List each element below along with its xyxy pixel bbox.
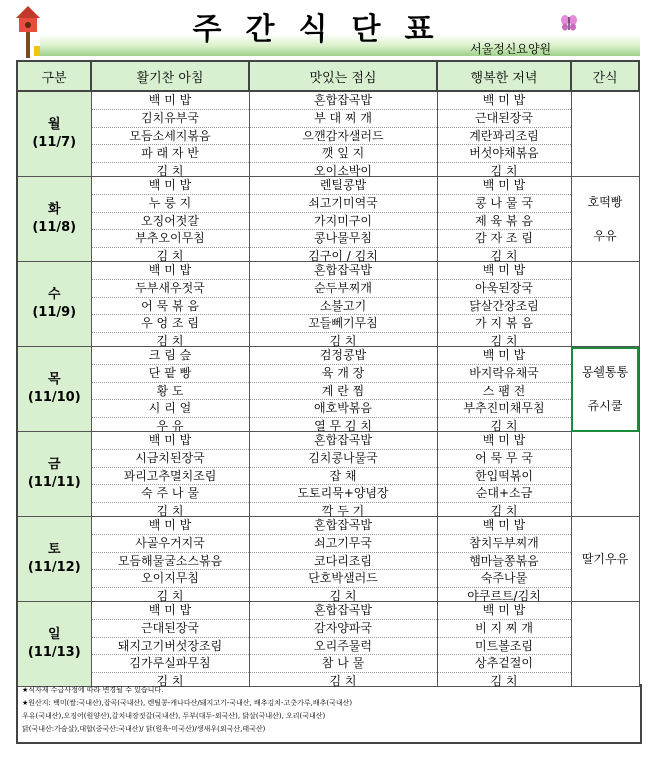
lunch-item: 꼬들뻬기무침 (250, 315, 437, 333)
snack-cell[interactable] (571, 262, 639, 347)
breakfast-item: 근대된장국 (92, 620, 249, 638)
breakfast-item: 꽈리고추멸치조림 (92, 468, 249, 486)
dinner-item: 한입떡볶이 (438, 468, 571, 486)
breakfast-item: 황 도 (92, 383, 249, 401)
dinner-item: 김 치 (490, 504, 518, 519)
dinner-item: 백 미 밥 (438, 177, 571, 195)
dinner-item: 백 미 밥 (438, 347, 571, 365)
day-date: (11/8) (32, 220, 77, 235)
breakfast-item: 부추오이무침 (92, 230, 249, 248)
lunch-item: 오이소박이 (314, 164, 372, 179)
breakfast-item: 김 치 (156, 334, 184, 349)
day-row (17, 517, 639, 602)
lunch-item: 콩나물무침 (250, 230, 437, 248)
day-date: (11/11) (27, 475, 81, 490)
dinner-item: 김 치 (490, 249, 518, 264)
butterfly-icon (560, 14, 578, 32)
day-date: (11/13) (27, 645, 81, 660)
day-date: (11/7) (32, 135, 77, 150)
dinner-item: 백 미 밥 (438, 432, 571, 450)
note-line: ★식자재 수급사정에 따라 변경될 수 있습니다. (22, 686, 164, 694)
lunch-item: 소불고기 (250, 298, 437, 316)
lunch-cell[interactable] (249, 91, 437, 177)
day-date: (11/12) (27, 560, 81, 575)
breakfast-item: 백 미 밥 (92, 262, 249, 280)
day-cell (17, 262, 91, 347)
breakfast-item: 오이지무침 (92, 570, 249, 588)
lunch-item: 렌틸콩밥 (250, 177, 437, 195)
lunch-item: 혼합잡곡밥 (250, 517, 437, 535)
lunch-cell[interactable] (249, 177, 437, 262)
dinner-item: 백 미 밥 (438, 262, 571, 280)
lunch-item: 순두부찌개 (250, 280, 437, 298)
day-cell (17, 517, 91, 602)
lunch-item: 코다리조림 (250, 553, 437, 571)
snack-cell[interactable] (571, 602, 639, 687)
lunch-cell[interactable] (249, 262, 437, 347)
dinner-item: 햄마늘쫑볶음 (438, 553, 571, 571)
lunch-item: 혼합잡곡밥 (250, 602, 437, 620)
lunch-item: 김치콩나물국 (250, 450, 437, 468)
day-date: (11/10) (27, 390, 81, 405)
breakfast-item: 파 래 자 반 (92, 145, 249, 163)
day-name: 금 (47, 457, 61, 472)
dinner-item: 순대+소금 (438, 485, 571, 503)
lunch-item: 으깬감자샐러드 (250, 128, 437, 146)
lunch-item: 김구이 / 김치 (308, 249, 378, 264)
lunch-item: 쇠고기무국 (250, 535, 437, 553)
day-name: 토 (47, 542, 61, 557)
breakfast-item: 우 유 (156, 419, 184, 434)
note-line: 우유(국내산),오징어(원양산),갈치내장젓갈(국내산), 두부(대두-외국산), 닭살(국내산), 오리(국내산) (22, 712, 326, 720)
dinner-cell[interactable] (437, 347, 571, 432)
snack-cell[interactable] (571, 432, 639, 517)
snack-item: 몽쉘통통 (581, 365, 629, 379)
day-name: 수 (47, 287, 61, 302)
breakfast-item: 백 미 밥 (92, 92, 249, 110)
breakfast-cell[interactable] (91, 432, 249, 517)
day-name: 일 (47, 627, 61, 642)
lunch-item: 김 치 (329, 334, 357, 349)
day-row (17, 91, 639, 177)
dinner-item: 참치두부찌개 (438, 535, 571, 553)
lunch-item: 깍 두 기 (321, 504, 365, 519)
menu-table (16, 60, 640, 687)
lunch-cell[interactable] (249, 602, 437, 687)
breakfast-item: 오징어젓갈 (92, 213, 249, 231)
lunch-item: 애호박볶음 (250, 400, 437, 418)
dinner-cell[interactable] (437, 432, 571, 517)
lunch-item: 깻 잎 지 (250, 145, 437, 163)
note-line: 닭(국내산:가슴살),대합(중국산:국내산)/ 닭(원육-미국산)/생새우(외국산,태국산) (22, 725, 266, 733)
snack-item: 딸기우유 (581, 552, 629, 566)
lunch-item: 육 개 장 (250, 365, 437, 383)
col-header-category: 구분 (17, 61, 91, 91)
dinner-item: 백 미 밥 (438, 517, 571, 535)
breakfast-cell[interactable] (91, 517, 249, 602)
dinner-item: 백 미 밥 (438, 602, 571, 620)
snack-item: 쥬시쿨 (587, 399, 623, 413)
breakfast-item: 김 치 (156, 589, 184, 604)
lunch-item: 김 치 (329, 589, 357, 604)
snack-cell[interactable] (571, 91, 639, 177)
col-header-dinner: 행복한 저녁 (437, 61, 571, 91)
dinner-item: 김 치 (490, 334, 518, 349)
notes-box (16, 684, 642, 744)
breakfast-item: 모듬소세지볶음 (92, 128, 249, 146)
col-header-lunch: 맛있는 점심 (249, 61, 437, 91)
lunch-item: 계 란 찜 (250, 383, 437, 401)
institution-name: 서울정신요양원 (470, 42, 552, 56)
breakfast-item: 김 치 (156, 504, 184, 519)
lunch-item: 검정콩밥 (250, 347, 437, 365)
breakfast-item: 백 미 밥 (92, 432, 249, 450)
snack-cell[interactable] (571, 177, 639, 262)
breakfast-item: 시 리 얼 (92, 400, 249, 418)
dinner-cell[interactable] (437, 177, 571, 262)
dinner-item: 김 치 (490, 164, 518, 179)
breakfast-item: 백 미 밥 (92, 517, 249, 535)
dinner-item: 아욱된장국 (438, 280, 571, 298)
note-line: ★원산지: 백미(쌀:국내산),잡곡(국내산), 렌틸콩-캐나다산/돼지고기-국내산, 배추김치-고춧가루,배추(국내산) (22, 699, 353, 707)
dinner-item: 버섯야채볶음 (438, 145, 571, 163)
breakfast-item: 김치유부국 (92, 110, 249, 128)
breakfast-cell[interactable] (91, 262, 249, 347)
breakfast-item: 김 치 (156, 674, 184, 689)
breakfast-item: 어 묵 볶 음 (92, 298, 249, 316)
breakfast-item: 모듬해물굴소스볶음 (92, 553, 249, 571)
breakfast-item: 김 치 (156, 164, 184, 179)
breakfast-item: 돼지고기버섯장조림 (92, 638, 249, 656)
breakfast-cell[interactable] (91, 91, 249, 177)
dinner-item: 부추진미채무침 (438, 400, 571, 418)
breakfast-cell[interactable] (91, 177, 249, 262)
lunch-item: 열 무 김 치 (314, 419, 372, 434)
lunch-item: 혼합잡곡밥 (250, 432, 437, 450)
dinner-cell[interactable] (437, 91, 571, 177)
breakfast-cell[interactable] (91, 602, 249, 687)
breakfast-cell[interactable] (91, 347, 249, 432)
day-date: (11/9) (32, 305, 77, 320)
lunch-item: 단호박샐러드 (250, 570, 437, 588)
lunch-item: 혼합잡곡밥 (250, 92, 437, 110)
dinner-item: 제 육 볶 음 (438, 213, 571, 231)
dinner-item: 어 묵 무 국 (438, 450, 571, 468)
lunch-item: 혼합잡곡밥 (250, 262, 437, 280)
breakfast-item: 누 룽 지 (92, 195, 249, 213)
lunch-cell[interactable] (249, 347, 437, 432)
breakfast-item: 시금치된장국 (92, 450, 249, 468)
breakfast-item: 단 팥 빵 (92, 365, 249, 383)
breakfast-item: 김가루실파무침 (92, 655, 249, 673)
breakfast-item: 사골우거지국 (92, 535, 249, 553)
dinner-item: 계란꽈리조림 (438, 128, 571, 146)
lunch-item: 잡 채 (250, 468, 437, 486)
day-row (17, 177, 639, 262)
snack-item: 호떡빵 (587, 195, 623, 209)
snack-cell[interactable] (571, 347, 639, 432)
header-row (17, 61, 639, 91)
breakfast-item: 백 미 밥 (92, 177, 249, 195)
dinner-item: 상추겉절이 (438, 655, 571, 673)
day-cell (17, 91, 91, 177)
dinner-item: 닭살간장조림 (438, 298, 571, 316)
breakfast-item: 백 미 밥 (92, 602, 249, 620)
dinner-item: 가 지 볶 음 (438, 315, 571, 333)
day-cell (17, 432, 91, 517)
dinner-item: 야쿠르트/김치 (467, 589, 541, 604)
dinner-item: 스 팸 전 (438, 383, 571, 401)
col-header-snack: 간식 (571, 61, 639, 91)
dinner-item: 비 지 찌 개 (438, 620, 571, 638)
dinner-item: 근대된장국 (438, 110, 571, 128)
breakfast-item: 숙 주 나 물 (92, 485, 249, 503)
day-row (17, 262, 639, 347)
dinner-item: 미트볼조림 (438, 638, 571, 656)
snack-cell[interactable] (571, 517, 639, 602)
lunch-item: 오리주물럭 (250, 638, 437, 656)
lunch-item: 쇠고기미역국 (250, 195, 437, 213)
dinner-item: 콩 나 물 국 (438, 195, 571, 213)
breakfast-item: 김 치 (156, 249, 184, 264)
day-row (17, 347, 639, 432)
lunch-item: 참 나 물 (250, 655, 437, 673)
dinner-item: 백 미 밥 (438, 92, 571, 110)
col-header-breakfast: 활기찬 아침 (91, 61, 249, 91)
day-name: 월 (47, 117, 61, 132)
day-cell (17, 177, 91, 262)
breakfast-item: 크 림 슾 (92, 347, 249, 365)
dinner-item: 숙주나물 (438, 570, 571, 588)
dinner-cell[interactable] (437, 517, 571, 602)
snack-item: 우유 (593, 229, 617, 243)
lunch-item: 김 치 (329, 674, 357, 689)
dinner-item: 김 치 (490, 419, 518, 434)
dinner-item: 감 자 조 림 (438, 230, 571, 248)
lunch-item: 가지미구이 (250, 213, 437, 231)
breakfast-item: 두부새우젓국 (92, 280, 249, 298)
dinner-item: 김 치 (490, 674, 518, 689)
dinner-cell[interactable] (437, 602, 571, 687)
dinner-cell[interactable] (437, 262, 571, 347)
lunch-item: 감자양파국 (250, 620, 437, 638)
lunch-cell[interactable] (249, 517, 437, 602)
lunch-cell[interactable] (249, 432, 437, 517)
day-row (17, 432, 639, 517)
dinner-item: 바지락유채국 (438, 365, 571, 383)
lunch-item: 부 대 찌 개 (250, 110, 437, 128)
day-cell (17, 347, 91, 432)
day-row (17, 602, 639, 687)
breakfast-item: 우 엉 조 림 (92, 315, 249, 333)
day-name: 목 (47, 372, 61, 387)
lunch-item: 도토리묵+양념장 (250, 485, 437, 503)
page-title: 주간식단표 (192, 12, 458, 47)
day-cell (17, 602, 91, 687)
day-name: 화 (47, 202, 61, 217)
